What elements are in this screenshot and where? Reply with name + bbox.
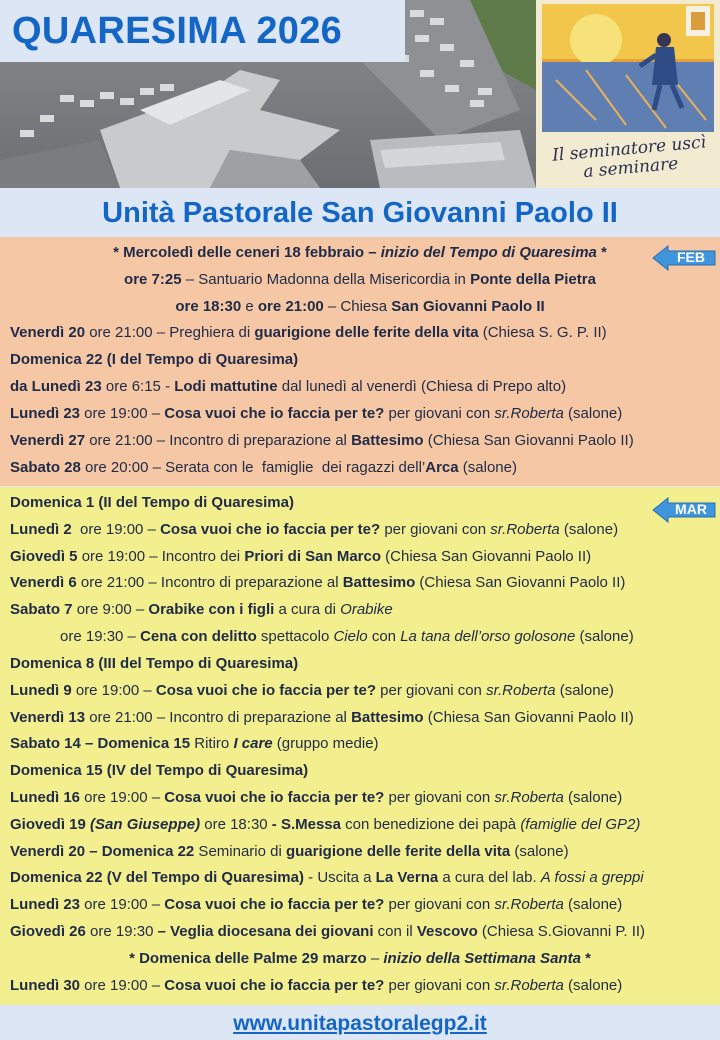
page-title: QUARESIMA 2026 <box>12 10 343 52</box>
painting-caption: Il seminatore uscì a seminare <box>551 132 707 183</box>
text-segment: con benedizione dei papà <box>341 816 521 833</box>
text-segment: Cosa vuoi che io faccia per te? <box>155 682 376 699</box>
text-segment: – Veglia diocesana dei giovani <box>157 923 374 940</box>
text-segment: Sabato 7 <box>10 601 73 618</box>
text-segment: ore 7:25 <box>124 271 182 288</box>
text-segment: ore 19:00 – <box>71 682 156 699</box>
text-segment: Giovedì 5 <box>10 548 78 565</box>
text-segment: per giovani con <box>384 896 495 913</box>
text-segment: A fossi a greppi <box>540 869 644 886</box>
march-section <box>0 487 720 1005</box>
text-segment: (San Giuseppe) <box>90 816 201 833</box>
text-segment: ore 20:00 – Serata con le famiglie dei ragazzi dell’ <box>80 459 426 476</box>
text-segment: Lunedì 9 <box>10 682 72 699</box>
text-segment: Lodi mattutine <box>174 378 278 395</box>
mar-line-14 <box>0 841 720 867</box>
mar-line-2 <box>0 519 720 545</box>
text-segment: – <box>370 950 384 967</box>
mar-line-5 <box>0 599 720 625</box>
text-segment: Cielo <box>333 628 368 645</box>
text-segment: guarigione delle ferite della vita <box>285 843 511 860</box>
text-segment: (famiglie del GP2) <box>520 816 641 833</box>
text-segment: Lunedì 23 <box>10 896 81 913</box>
text-segment: ore 21:00 <box>257 298 324 315</box>
text-segment: Venerdì 6 <box>10 574 77 591</box>
feb-line-7 <box>0 403 720 429</box>
text-segment: - Uscita a <box>303 869 376 886</box>
text-segment: Cosa vuoi che io faccia per te? <box>164 789 385 806</box>
text-segment: ore 19:30 <box>85 923 158 940</box>
text-segment: sr.Roberta <box>494 977 564 994</box>
text-segment: ore 21:00 – Incontro di preparazione al <box>85 709 352 726</box>
mar-line-1 <box>0 492 720 518</box>
title-box <box>0 0 405 62</box>
text-segment: Orabike con i figli <box>148 601 275 618</box>
feb-line-5 <box>0 349 720 375</box>
text-segment: (salone) <box>563 789 623 806</box>
text-segment: sr.Roberta <box>494 789 564 806</box>
mar-line-16 <box>0 894 720 920</box>
text-segment: (Chiesa San Giovanni Paolo II) <box>415 574 626 591</box>
text-segment: (salone) <box>458 459 517 476</box>
text-segment: Orabike <box>340 601 393 618</box>
text-segment: Arca <box>425 459 459 476</box>
mar-line-6 <box>0 626 720 652</box>
mar-line-11 <box>0 760 720 786</box>
text-segment: Domenica 22 (I del Tempo di Quaresima) <box>10 351 299 368</box>
text-segment: Giovedì 19 <box>10 816 91 833</box>
mar-line-13 <box>0 814 720 840</box>
mar-line-4 <box>0 572 720 598</box>
text-segment: La tana dell’orso golosone <box>400 628 576 645</box>
text-segment: (gruppo medie) <box>272 735 379 752</box>
text-segment: – Santuario Madonna della Misericordia in <box>181 271 471 288</box>
text-segment: Cosa vuoi che io faccia per te? <box>164 405 385 422</box>
text-segment: - S.Messa <box>271 816 341 833</box>
text-segment: ore 19:00 – Incontro dei <box>77 548 245 565</box>
text-segment: guarigione delle ferite della vita <box>254 324 479 341</box>
feb-line-8 <box>0 430 720 456</box>
text-segment: Domenica 15 (IV del Tempo di Quaresima) <box>10 762 309 779</box>
text-segment: Cosa vuoi che io faccia per te? <box>164 896 385 913</box>
text-segment: La Verna <box>375 869 439 886</box>
text-segment: ore 19:00 – <box>80 789 165 806</box>
text-segment: Lunedì 2 <box>10 521 72 538</box>
text-segment: Cosa vuoi che io faccia per te? <box>164 977 385 994</box>
text-segment: inizio del Tempo di Quaresima <box>380 244 597 261</box>
text-segment: ore 19:00 – <box>80 977 165 994</box>
text-segment: a cura del lab. <box>438 869 541 886</box>
mar-line-18 <box>0 948 720 974</box>
text-segment: * <box>596 244 607 261</box>
text-segment: (salone) <box>555 682 614 699</box>
text-segment: (salone) <box>510 843 569 860</box>
text-segment: San Giovanni Paolo II <box>391 298 545 315</box>
text-segment: Lunedì 16 <box>10 789 81 806</box>
text-segment: per giovani con <box>384 789 495 806</box>
text-segment: dal lunedì al venerdì (Chiesa di Prepo alto) <box>277 378 567 395</box>
february-section <box>0 237 720 486</box>
text-segment: Ponte della Pietra <box>470 271 596 288</box>
text-segment: Ritiro <box>190 735 234 752</box>
feb-line-6 <box>0 376 720 402</box>
text-segment: ore 21:00 – Preghiera di <box>85 324 255 341</box>
website-link[interactable]: www.unitapastoralegp2.it <box>233 1012 487 1035</box>
mar-line-3 <box>0 546 720 572</box>
text-segment: Vescovo <box>416 923 478 940</box>
text-segment: ore 18:30 <box>175 298 242 315</box>
text-segment: Priori di San Marco <box>244 548 382 565</box>
text-segment: Giovedì 26 <box>10 923 86 940</box>
text-segment: ore 19:30 – <box>60 628 141 645</box>
text-segment: per giovani con <box>384 405 495 422</box>
text-segment: (salone) <box>563 896 623 913</box>
text-segment: Battesimo <box>351 432 424 449</box>
feb-line-2 <box>0 269 720 295</box>
mar-line-19 <box>0 975 720 1001</box>
text-segment: (Chiesa S.Giovanni P. II) <box>477 923 646 940</box>
mar-line-17 <box>0 921 720 947</box>
text-segment: per giovani con <box>384 977 495 994</box>
text-segment: Seminario di <box>194 843 286 860</box>
text-segment: con il <box>373 923 417 940</box>
text-segment: Venerdì 27 <box>10 432 86 449</box>
text-segment: (salone) <box>559 521 619 538</box>
text-segment: ore 6:15 - <box>101 378 175 395</box>
feb-line-9 <box>0 457 720 483</box>
text-segment: Lunedì 30 <box>10 977 81 994</box>
text-segment: inizio della Settimana Santa <box>383 950 581 967</box>
text-segment: (salone) <box>563 405 623 422</box>
text-segment: sr.Roberta <box>494 405 564 422</box>
text-segment: ore 19:00 – <box>80 405 165 422</box>
text-segment: ore 19:00 – <box>71 521 161 538</box>
feb-line-1 <box>0 242 720 268</box>
text-segment: sr.Roberta <box>494 896 564 913</box>
feb-badge: FEB <box>677 249 705 265</box>
text-segment: ore 21:00 – Incontro di preparazione al <box>85 432 352 449</box>
text-segment: Cosa vuoi che io faccia per te? <box>160 521 381 538</box>
text-segment: * Mercoledì delle ceneri 18 febbraio <box>113 244 369 261</box>
feb-line-4 <box>0 322 720 348</box>
text-segment: Battesimo <box>351 709 424 726</box>
text-segment: Lunedì 23 <box>10 405 81 422</box>
text-segment: ore 9:00 – <box>72 601 149 618</box>
text-segment: (salone) <box>575 628 634 645</box>
text-segment: Domenica 1 (II del Tempo di Quaresima) <box>10 494 294 511</box>
text-segment: I care <box>233 735 273 752</box>
text-segment: e <box>241 298 258 315</box>
text-segment: – <box>368 244 381 261</box>
mar-line-15 <box>0 867 720 893</box>
text-segment: sr.Roberta <box>490 521 560 538</box>
text-segment: (salone) <box>563 977 623 994</box>
text-segment: Venerdì 20 – Domenica 22 <box>10 843 195 860</box>
text-segment: da Lunedì 23 <box>10 378 102 395</box>
mar-line-9 <box>0 707 720 733</box>
text-segment: (Chiesa S. G. P. II) <box>478 324 607 341</box>
feb-line-3 <box>0 296 720 322</box>
text-segment: Battesimo <box>342 574 416 591</box>
text-segment: (Chiesa San Giovanni Paolo II) <box>381 548 592 565</box>
text-segment: * Domenica delle Palme 29 marzo <box>129 950 371 967</box>
text-segment: con <box>367 628 401 645</box>
text-segment: ore 21:00 – Incontro di preparazione al <box>76 574 343 591</box>
header-banner <box>0 0 720 188</box>
mar-line-7 <box>0 653 720 679</box>
text-segment: Sabato 14 – Domenica 15 <box>10 735 191 752</box>
text-segment: ore 18:30 <box>200 816 272 833</box>
text-segment: Domenica 22 (V del Tempo di Quaresima) <box>10 869 304 886</box>
mar-line-12 <box>0 787 720 813</box>
mar-line-10 <box>0 733 720 759</box>
text-segment: spettacolo <box>256 628 334 645</box>
text-segment: Domenica 8 (III del Tempo di Quaresima) <box>10 655 299 672</box>
text-segment: a cura di <box>274 601 341 618</box>
text-segment: per giovani con <box>375 682 487 699</box>
parish-name: Unità Pastorale San Giovanni Paolo II <box>102 197 618 229</box>
text-segment: ore 19:00 – <box>80 896 165 913</box>
text-segment: (Chiesa San Giovanni Paolo II) <box>423 432 634 449</box>
text-segment: sr.Roberta <box>486 682 556 699</box>
text-segment: Venerdì 13 <box>10 709 86 726</box>
text-segment: per giovani con <box>380 521 491 538</box>
text-segment: * <box>580 950 591 967</box>
mar-line-8 <box>0 680 720 706</box>
text-segment: Sabato 28 <box>10 459 81 476</box>
text-segment: (Chiesa San Giovanni Paolo II) <box>423 709 634 726</box>
text-segment: – Chiesa <box>323 298 392 315</box>
text-segment: Venerdì 20 <box>10 324 86 341</box>
text-segment: Cena con delitto <box>140 628 257 645</box>
mar-badge: MAR <box>675 501 707 517</box>
